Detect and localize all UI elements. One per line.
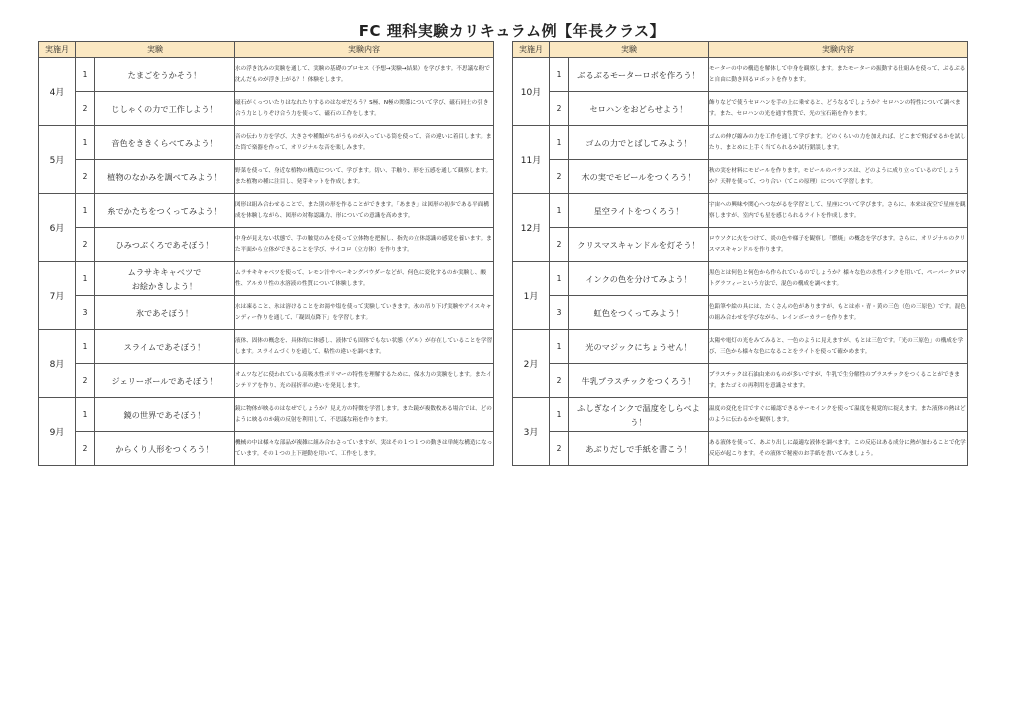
month-cell: 11月 — [513, 126, 550, 194]
experiment-description: ゴムの伸び縮みの力を工作を通して学びます。どのくらいの力を加えれば、どこまで飛ばせるかを試したり、まとめに上手く当てられるか試行錯誤します。 — [709, 126, 968, 160]
table-row — [513, 228, 968, 262]
header-content: 実験内容 — [235, 42, 494, 58]
header-month: 実施月 — [39, 42, 76, 58]
experiment-description: 中身が見えない状態で、手の触覚のみを使って立体物を把握し、指先の立体認識の感覚を養います。また平面から立体ができることを学び、サイコロ（立方体）を作ります。 — [235, 228, 494, 262]
experiment-description: 図形は組み合わせることで、また別の形を作ることができます。「あまき」は図形の初歩である平面構成を体験しながら、図形の対称認識力、形についての意識を高めます。 — [235, 194, 494, 228]
experiment-description: ムラサキキャベツを使って、レモン汁やベーキングパウダーなどが、何色に変化するのか実験し、酸性、アルカリ性の水溶液の性質について体験します。 — [235, 262, 494, 296]
table-row — [39, 126, 494, 160]
curriculum-table-april-september — [38, 41, 494, 466]
experiment-name: 光のマジックにちょうせん！ — [569, 330, 709, 364]
table-row — [39, 296, 494, 330]
experiment-description: 鏡に物体が映るのはなぜでしょうか？見え方の特徴を学習します。また鏡が複数枚ある場合では、どのように映るのか鏡の反射を利用して、不思議な箱を作ります。 — [235, 398, 494, 432]
experiment-name: 木の実でモビールをつくろう！ — [569, 160, 709, 194]
header-experiment: 実験 — [550, 42, 709, 58]
table-row — [513, 330, 968, 364]
experiment-number: 1 — [550, 194, 569, 228]
experiment-number: 1 — [550, 126, 569, 160]
experiment-number: 1 — [76, 194, 95, 228]
experiment-name: クリスマスキャンドルを灯そう！ — [569, 228, 709, 262]
table-row — [513, 58, 968, 92]
curriculum-table-october-march — [512, 41, 968, 466]
month-cell: 5月 — [39, 126, 76, 194]
experiment-description: 磁石がくっついたりはなれたりするのはなぜだろう？S極、N極の関係について学び、磁石同士の引き合う力としりぞけ合う力を使って、磁石の工作をします。 — [235, 92, 494, 126]
table-header-row — [513, 42, 968, 58]
experiment-description: オムツなどに使われている高吸水性ポリマーの特性を理解するために、保水力の実験をします。またインテリアを作り、光の屈折率の違いを発見します。 — [235, 364, 494, 398]
experiment-number: 3 — [76, 296, 95, 330]
experiment-name: インクの色を分けてみよう！ — [569, 262, 709, 296]
table-row — [39, 398, 494, 432]
experiment-name: セロハンをおどらせよう！ — [569, 92, 709, 126]
experiment-number: 1 — [76, 262, 95, 296]
table-row — [513, 92, 968, 126]
experiment-description: 水の浮き沈みの実験を通して、実験の基礎のプロセス（予想→実験→結果）を学びます。不思議な粉で沈んだものが浮き上がる？！体験をします。 — [235, 58, 494, 92]
table-row — [39, 58, 494, 92]
experiment-description: 黒色とは何色と何色から作られているのでしょうか？様々な色の水性インクを用いて、ペーパークロマトグラフィーという方法で、混色の構成を調べます。 — [709, 262, 968, 296]
experiment-number: 2 — [76, 432, 95, 466]
experiment-number: 1 — [550, 262, 569, 296]
experiment-description: 飾りなどで使うセロハンを手の上に乗せると、どうなるでしょうか？セロハンの特性について調べます。また、セロハンの光を通す性質で、光の宝石箱を作ります。 — [709, 92, 968, 126]
experiment-number: 2 — [76, 228, 95, 262]
experiment-name: 鏡の世界であそぼう！ — [95, 398, 235, 432]
experiment-number: 2 — [76, 364, 95, 398]
experiment-description: 色鉛筆や絵の具には、たくさんの色がありますが、もとは赤・青・黄の三色（色の三原色）です。混色の組み合わせを学びながら、レインボーカラーを作ります。 — [709, 296, 968, 330]
experiment-name: あぶりだしで手紙を書こう！ — [569, 432, 709, 466]
table-row — [39, 330, 494, 364]
experiment-name: 牛乳プラスチックをつくろう！ — [569, 364, 709, 398]
experiment-description: 温度の変化を目ですぐに確認できるサーモインクを使って温度を視覚的に捉えます。また液体の熱はどのように伝わるかを観察します。 — [709, 398, 968, 432]
table-row — [513, 160, 968, 194]
table-row — [39, 228, 494, 262]
experiment-description: ある液体を使って、あぶり出しに最適な液体を調べます。この反応はある成分に熱が加わることで化学反応が起こります。その液体で秘密のお手紙を書いてみましょう。 — [709, 432, 968, 466]
table-row — [513, 126, 968, 160]
experiment-name: 植物のなかみを調べてみよう！ — [95, 160, 235, 194]
experiment-number: 1 — [550, 398, 569, 432]
table-row — [39, 194, 494, 228]
month-cell: 12月 — [513, 194, 550, 262]
experiment-description: ロウソクに火をつけて、炎の色や様子を観察し「燃焼」の概念を学びます。さらに、オリジナルのクリスマスキャンドルを作ります。 — [709, 228, 968, 262]
table-row — [513, 194, 968, 228]
experiment-description: プラスチックは石油由来のものが多いですが、牛乳で生分解性のプラスチックをつくることができます。またゴミの再利用を意識させます。 — [709, 364, 968, 398]
month-cell: 8月 — [39, 330, 76, 398]
experiment-description: 秋の実を材料にモビールを作ります。モビールのバランスは、どのように成り立っているのでしょうか？天秤を使って、つり合い（てこの原理）について学習します。 — [709, 160, 968, 194]
table-header-row — [39, 42, 494, 58]
experiment-description: モーターの中の構造を解体して中身を観察します。またモーターの振動する仕組みを使って、ぶるぶると自由に動き回るロボットを作ります。 — [709, 58, 968, 92]
month-cell: 4月 — [39, 58, 76, 126]
table-row — [513, 432, 968, 466]
experiment-description: 機械の中は様々な部品が複雑に組み合わさっていますが、実はその１つ１つの動きは単純な構造になっています。その１つの上下運動を用いて、工作をします。 — [235, 432, 494, 466]
experiment-name: 虹色をつくってみよう！ — [569, 296, 709, 330]
experiment-number: 2 — [550, 364, 569, 398]
header-experiment: 実験 — [76, 42, 235, 58]
experiment-name: ぶるぶるモーターロボを作ろう！ — [569, 58, 709, 92]
experiment-name: ムラサキキャベツで お絵かきしよう！ — [95, 262, 235, 296]
month-cell: 6月 — [39, 194, 76, 262]
month-cell: 9月 — [39, 398, 76, 466]
experiment-description: 宇宙への興味や関心へつながるを学習として、星座について学びます。さらに、本来は夜空で星座を観察しますが、室内でも星を感じられるライトを作成します。 — [709, 194, 968, 228]
month-cell: 2月 — [513, 330, 550, 398]
month-cell: 7月 — [39, 262, 76, 330]
experiment-name: からくり人形をつくろう！ — [95, 432, 235, 466]
table-row — [39, 92, 494, 126]
experiment-description: 液体、固体の概念を、具体的に体感し、液体でも固体でもない状態（ゲル）が存在していることを学習します。スライムづくりを通して、粘性の違いを調べます。 — [235, 330, 494, 364]
experiment-name: たまごをうかそう！ — [95, 58, 235, 92]
table-row — [513, 262, 968, 296]
experiment-number: 1 — [76, 330, 95, 364]
table-row — [39, 432, 494, 466]
experiment-number: 3 — [550, 296, 569, 330]
table-row — [513, 398, 968, 432]
experiment-number: 1 — [76, 58, 95, 92]
experiment-name: ふしぎなインクで温度をしらべよう！ — [569, 398, 709, 432]
experiment-name: ひみつぶくろであそぼう！ — [95, 228, 235, 262]
experiment-name: 星空ライトをつくろう！ — [569, 194, 709, 228]
month-cell: 1月 — [513, 262, 550, 330]
header-content: 実験内容 — [709, 42, 968, 58]
experiment-name: 音色をききくらべてみよう！ — [95, 126, 235, 160]
table-row — [39, 262, 494, 296]
experiment-name: ゴムの力でとばしてみよう！ — [569, 126, 709, 160]
experiment-number: 2 — [76, 160, 95, 194]
experiment-description: 水は凍ること、氷は溶けることをお湯や塩を使って実験していきます。氷の吊り下げ実験やアイスキャンディー作りを通して、「凝固点降下」を学習します。 — [235, 296, 494, 330]
header-month: 実施月 — [513, 42, 550, 58]
table-row — [513, 296, 968, 330]
experiment-description: 野菜を使って、身近な植物の構造について、学びます。切い、手触り、形を五感を通して観察します。また植物の種に注目し、発芽キットを作成します。 — [235, 160, 494, 194]
month-cell: 10月 — [513, 58, 550, 126]
experiment-name: スライムであそぼう！ — [95, 330, 235, 364]
experiment-name: 糸でかたちをつくってみよう！ — [95, 194, 235, 228]
experiment-number: 2 — [550, 432, 569, 466]
page-title: FC 理科実験カリキュラム例【年長クラス】 — [358, 22, 666, 40]
experiment-description: 太陽や電灯の光をみてみると、一色のように見えますが、もとは三色です。「光の三原色」の構成を学び、三色から様々な色になることをライトを使って確かめます。 — [709, 330, 968, 364]
table-row — [513, 364, 968, 398]
experiment-number: 1 — [76, 126, 95, 160]
experiment-number: 2 — [76, 92, 95, 126]
experiment-description: 音の伝わり方を学び、大きさや種類がちがうものが入っている筒を使って、音の違いに着目します。また筒で楽器を作って、オリジナルな音を楽しみます。 — [235, 126, 494, 160]
experiment-name: じしゃくの力で工作しよう！ — [95, 92, 235, 126]
table-row — [39, 364, 494, 398]
experiment-number: 1 — [550, 330, 569, 364]
month-cell: 3月 — [513, 398, 550, 466]
experiment-number: 2 — [550, 228, 569, 262]
experiment-number: 2 — [550, 160, 569, 194]
table-row — [39, 160, 494, 194]
experiment-name: ジェリーボールであそぼう！ — [95, 364, 235, 398]
experiment-number: 2 — [550, 92, 569, 126]
experiment-name: 氷であそぼう！ — [95, 296, 235, 330]
experiment-number: 1 — [76, 398, 95, 432]
experiment-number: 1 — [550, 58, 569, 92]
